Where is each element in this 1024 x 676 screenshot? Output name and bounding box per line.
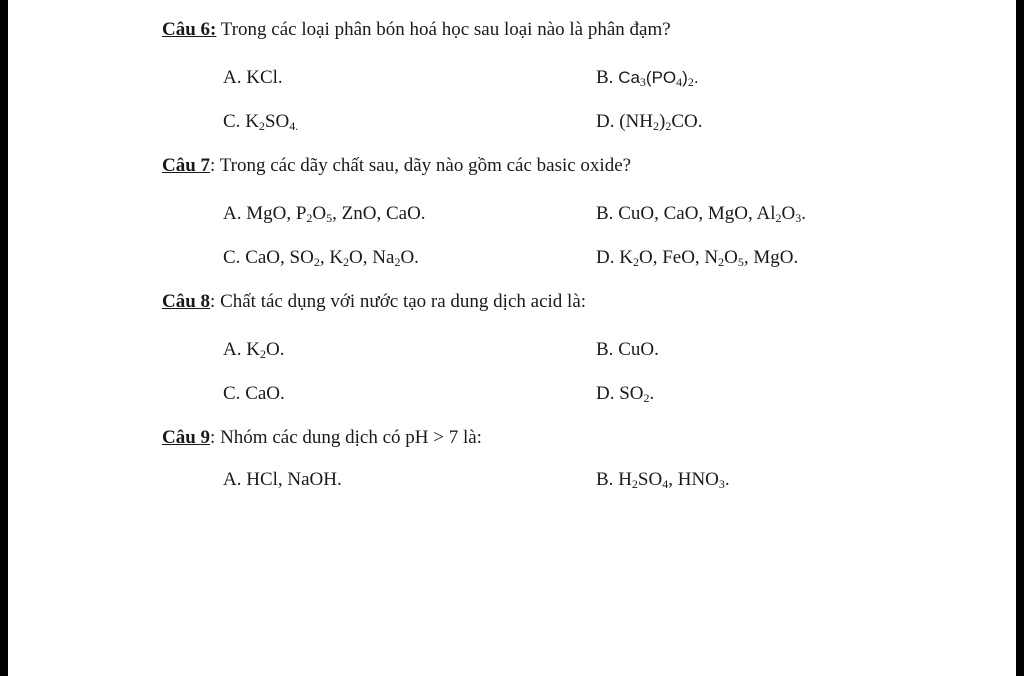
answer-option (223, 110, 298, 134)
left-black-border (0, 0, 8, 676)
document-page (8, 0, 1016, 676)
formula-text: CaO, SO (245, 247, 314, 268)
subscript: 2 (687, 75, 694, 89)
option-letter: D. (596, 111, 620, 132)
formula-text: O, FeO, N (638, 247, 719, 268)
option-letter: A. (223, 339, 247, 360)
answer-option (223, 468, 342, 492)
subscript: 3 (718, 477, 725, 491)
answer-option (596, 66, 699, 90)
formula-text: KCl. (246, 67, 283, 88)
formula-text: Ca (618, 68, 640, 87)
question-7 (162, 154, 631, 178)
subscript: 2 (718, 255, 725, 269)
question-6 (162, 18, 671, 42)
answer-option (223, 338, 284, 362)
question-label: Câu 8 (162, 291, 211, 312)
question-label: Câu 6: (162, 19, 217, 40)
question-9 (162, 426, 482, 450)
subscript: 3 (795, 211, 802, 225)
formula-text: SO (264, 111, 290, 132)
option-letter: C. (223, 383, 246, 404)
option-letter: C. (223, 111, 246, 132)
formula-text: HCl, NaOH. (246, 469, 342, 490)
subscript: 2 (343, 255, 350, 269)
formula-text: SO (619, 383, 644, 404)
subscript: 2 (259, 347, 266, 361)
formula-text: . (724, 469, 730, 490)
answer-option (596, 202, 806, 226)
formula-text: CuO. (618, 339, 659, 360)
option-letter: D. (596, 383, 620, 404)
answer-option (596, 468, 730, 492)
subscript: 5 (326, 211, 333, 225)
answer-option (596, 338, 659, 362)
formula-text: (NH (619, 111, 654, 132)
subscript: 3 (639, 75, 646, 89)
option-letter: A. (223, 469, 247, 490)
formula-text: CO. (671, 111, 703, 132)
subscript: 4. (289, 119, 299, 133)
question-text: : Trong các dãy chất sau, dãy nào gồm các basic oxide? (210, 155, 632, 176)
option-letter: B. (596, 203, 619, 224)
formula-text: ) (659, 111, 666, 132)
formula-text: O. (400, 247, 419, 268)
subscript: 2 (258, 119, 265, 133)
formula-text: O, Na (349, 247, 395, 268)
option-letter: B. (596, 67, 619, 88)
formula-text: , K (319, 247, 344, 268)
subscript: 2 (665, 119, 672, 133)
formula-text: K (245, 111, 259, 132)
subscript: 2 (632, 255, 639, 269)
option-letter: A. (223, 203, 247, 224)
subscript: 2 (643, 391, 650, 405)
subscript: 2 (313, 255, 320, 269)
formula-text: MgO, P (246, 203, 307, 224)
option-letter: A. (223, 67, 247, 88)
formula-text: H (618, 469, 632, 490)
formula-text: K (619, 247, 633, 268)
answer-option (223, 246, 419, 270)
option-letter: B. (596, 469, 619, 490)
formula-text: CuO, CaO, MgO, Al (618, 203, 776, 224)
answer-option (596, 246, 798, 270)
formula-text: . (649, 383, 655, 404)
formula-text: , HNO (668, 469, 719, 490)
subscript: 4 (676, 75, 683, 89)
subscript: 5 (737, 255, 744, 269)
formula-text: O (781, 203, 796, 224)
subscript: 2 (775, 211, 782, 225)
formula-text: (PO (645, 68, 677, 87)
option-letter: D. (596, 247, 620, 268)
formula-text: CaO. (245, 383, 285, 404)
right-black-border (1016, 0, 1024, 676)
formula-text: O. (265, 339, 285, 360)
formula-text: O (312, 203, 327, 224)
question-label: Câu 9 (162, 427, 211, 448)
question-8 (162, 290, 586, 314)
answer-option (596, 382, 654, 406)
subscript: 2 (631, 477, 638, 491)
question-text: Trong các loại phân bón hoá học sau loại nào là phân đạm? (216, 19, 671, 40)
option-letter: C. (223, 247, 246, 268)
subscript: 4 (662, 477, 669, 491)
question-text: : Nhóm các dung dịch có pH > 7 là: (210, 427, 482, 448)
subscript: 2 (394, 255, 401, 269)
formula-text: . (693, 68, 699, 87)
question-label: Câu 7 (162, 155, 211, 176)
formula-text: ) (682, 68, 688, 87)
formula-text: , ZnO, CaO. (332, 203, 426, 224)
question-text: : Chất tác dụng với nước tạo ra dung dịch acid là: (210, 291, 587, 312)
answer-option (223, 202, 426, 226)
subscript: 2 (653, 119, 660, 133)
formula-text: K (246, 339, 260, 360)
formula-text: , MgO. (743, 247, 799, 268)
answer-option (596, 110, 703, 134)
formula-text: . (801, 203, 806, 224)
option-letter: B. (596, 339, 619, 360)
subscript: 2 (306, 211, 313, 225)
formula-text: O (724, 247, 738, 268)
formula-text: SO (637, 469, 663, 490)
answer-option (223, 382, 285, 406)
answer-option (223, 66, 283, 90)
